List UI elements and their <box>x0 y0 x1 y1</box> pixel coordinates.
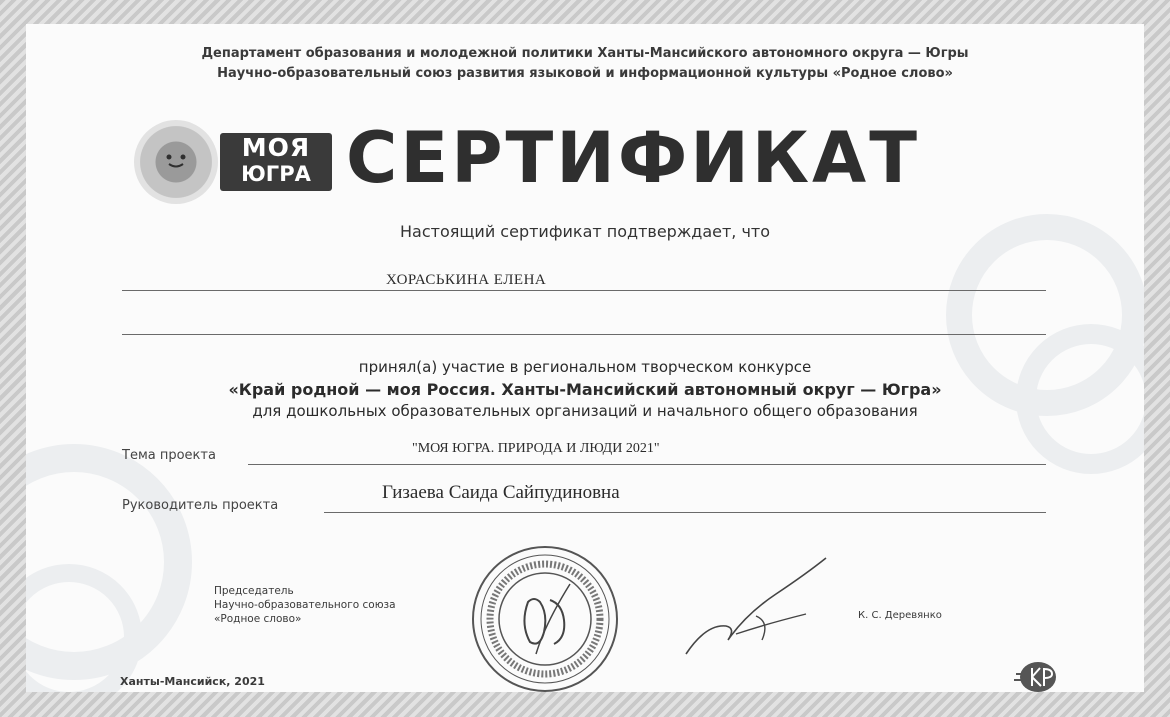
leader-label: Руководитель проекта <box>122 498 279 513</box>
round-seal-stamp <box>470 544 620 692</box>
signature-mark <box>666 554 836 664</box>
moya-yugra-logo <box>220 133 332 191</box>
certificate-sheet <box>26 24 1144 692</box>
contest-audience: для дошкольных образовательных организаций и начального общего образования <box>252 402 918 420</box>
logo-line-2: ЮГРА <box>241 162 311 186</box>
leader-line <box>324 512 1046 513</box>
sun-logo-icon <box>134 120 218 204</box>
signer-name: К. С. Деревянко <box>858 610 942 621</box>
kr-emblem-icon <box>1014 660 1058 692</box>
certificate-title: СЕРТИФИКАТ <box>346 117 920 199</box>
leader-value: Гизаева Саида Сайпудиновна <box>382 482 620 503</box>
recipient-name: ХОРАСЬКИНА ЕЛЕНА <box>386 272 547 288</box>
chair-org: Научно-образовательного союза <box>214 599 396 611</box>
contest-name: «Край родной — моя Россия. Ханты-Мансийский автономный округ — Югра» <box>228 380 942 399</box>
department-line: Департамент образования и молодежной политики Ханты-Мансийского автономного округа — Югры <box>201 46 969 61</box>
chair-title: Председатель <box>214 585 294 597</box>
topic-line <box>248 464 1046 465</box>
chair-org-name: «Родное слово» <box>214 613 302 625</box>
chair-block <box>214 584 396 626</box>
topic-label: Тема проекта <box>122 448 216 463</box>
topic-value: "МОЯ ЮГРА. ПРИРОДА И ЛЮДИ 2021" <box>412 441 660 456</box>
city-year: Ханты-Мансийск, 2021 <box>120 675 265 688</box>
logo-line-1: МОЯ <box>241 133 311 162</box>
recipient-line <box>122 290 1046 291</box>
union-line: Научно-образовательный союз развития языковой и информационной культуры «Родное слово» <box>217 66 953 81</box>
recipient-line-2 <box>122 334 1046 335</box>
participation-text: принял(а) участие в региональном творческом конкурсе <box>358 358 812 376</box>
confirms-text: Настоящий сертификат подтверждает, что <box>399 222 771 241</box>
